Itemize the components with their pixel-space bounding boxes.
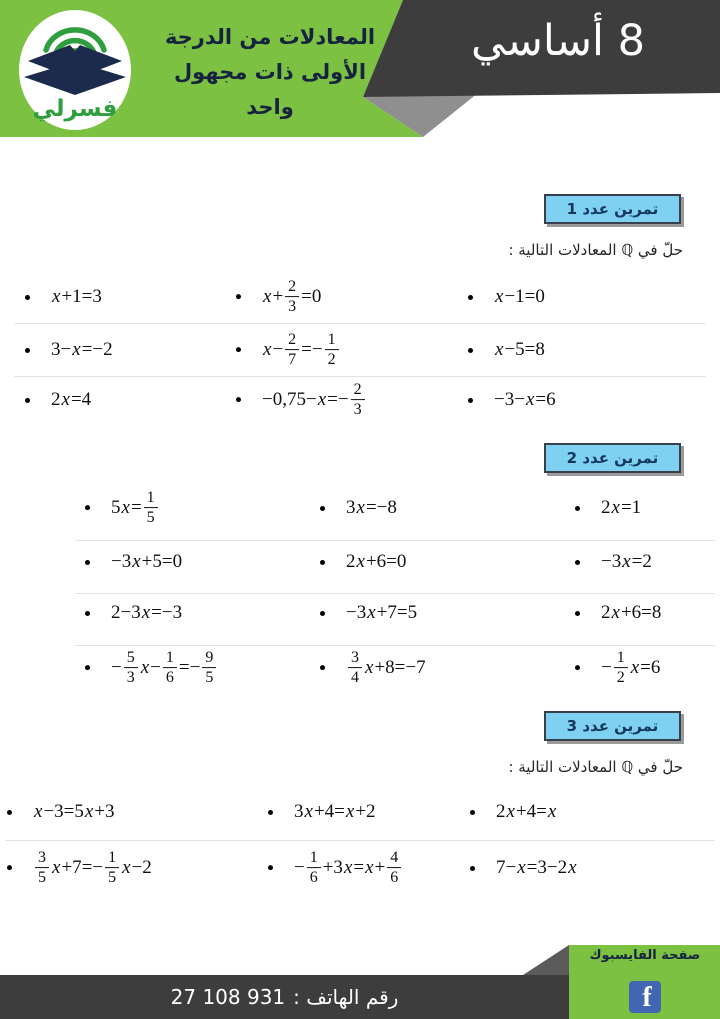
equation-item	[268, 849, 403, 887]
equation: $\frac{3}{5}$ x +7=− $\frac{1}{5}$ x −2	[33, 849, 152, 887]
equation-item	[85, 602, 182, 624]
equation-item	[575, 497, 641, 519]
fraction: $\frac{4}{6}$	[387, 849, 401, 887]
bullet-icon	[25, 295, 30, 300]
facebook-letter: f	[642, 982, 652, 1013]
equation-item	[575, 551, 652, 573]
equation-item	[470, 857, 578, 879]
title-line: المعادلات من الدرجة	[164, 25, 376, 49]
fraction: $\frac{2}{3}$	[351, 381, 365, 419]
bullet-icon	[320, 560, 325, 565]
footer-fold-shape	[523, 945, 569, 975]
fraction: $\frac{3}{4}$	[348, 649, 362, 687]
fraction: $\frac{1}{6}$	[163, 649, 177, 687]
bullet-icon	[7, 810, 12, 815]
bullet-icon	[85, 560, 90, 565]
equation-item	[236, 278, 321, 316]
equation-item	[468, 286, 545, 308]
brand-name: فسرلي	[32, 96, 118, 122]
equation: x −1=0	[495, 286, 545, 307]
equation-item	[7, 801, 115, 823]
fraction: $\frac{1}{5}$	[144, 489, 158, 527]
bullet-icon	[268, 866, 273, 871]
bullet-icon	[236, 398, 241, 403]
equation-item	[7, 849, 152, 887]
bullet-icon	[320, 666, 325, 671]
equation: x −5=8	[495, 339, 545, 360]
equation-item	[236, 381, 367, 419]
equation-item	[575, 602, 661, 624]
fraction: $\frac{2}{7}$	[285, 331, 299, 369]
equation-item	[470, 801, 557, 823]
exercise-title-badge: تمرين عدد 3	[544, 711, 681, 741]
bullet-icon	[470, 810, 475, 815]
exercise-title-badge: تمرين عدد 1	[544, 194, 681, 224]
fraction: $\frac{1}{2}$	[614, 649, 628, 687]
facebook-f-icon[interactable]	[629, 981, 661, 1013]
equation: −3 x =2	[601, 551, 652, 572]
equation: − $\frac{1}{6}$ +3 x = x + $\frac{4}{6}$	[294, 849, 403, 887]
equation: 2 x +6=0	[346, 551, 407, 572]
equation: 2 x +4= x	[496, 801, 557, 822]
equation: −3 x +7=5	[346, 602, 418, 623]
equation: x − $\frac{2}{7}$ =− $\frac{1}{2}$	[262, 331, 341, 369]
equation-item	[468, 339, 545, 361]
phone-number: 27 108 931	[170, 985, 286, 1009]
equation-item	[320, 497, 397, 519]
phone-label: رقم الهاتف :	[293, 985, 399, 1009]
bullet-icon	[268, 810, 273, 815]
equation: 7− x =3−2 x	[496, 857, 577, 878]
bullet-icon	[7, 866, 12, 871]
equation-item	[25, 286, 102, 308]
fraction: $\frac{5}{3}$	[124, 649, 138, 687]
equation-item	[25, 339, 113, 361]
bullet-icon	[320, 506, 325, 511]
grade-level: 8 أساسي	[471, 16, 645, 66]
bullet-icon	[575, 666, 580, 671]
equation: 2 x =1	[601, 497, 642, 518]
exercise-title-badge: تمرين عدد 2	[544, 443, 681, 473]
bullet-icon	[85, 506, 90, 511]
bullet-icon	[85, 611, 90, 616]
equation: x + $\frac{2}{3}$ =0	[263, 278, 322, 315]
title-line: الأولى ذات مجهول	[173, 60, 367, 84]
fraction: $\frac{1}{6}$	[307, 849, 321, 887]
equation: − $\frac{5}{3}$ x − $\frac{1}{6}$ =− $\frac{9}{5}$	[111, 649, 218, 687]
bullet-icon	[470, 866, 475, 871]
equation-item	[85, 489, 160, 527]
bullet-icon	[236, 295, 241, 300]
equation: 2−3 x =−3	[111, 602, 183, 623]
row-divider	[75, 645, 715, 646]
equation-item	[25, 389, 91, 411]
bullet-icon	[575, 560, 580, 565]
bullet-icon	[468, 348, 473, 353]
equation: −0,75− x =− $\frac{2}{3}$	[262, 381, 367, 419]
equation: x −3=5 x +3	[34, 801, 115, 822]
bullet-icon	[575, 611, 580, 616]
row-divider	[75, 540, 715, 541]
equation: 3 x +4= x +2	[294, 801, 376, 822]
equation-item	[320, 649, 426, 687]
row-divider	[14, 376, 706, 377]
bullet-icon	[85, 666, 90, 671]
row-divider	[5, 840, 715, 841]
row-divider	[14, 323, 706, 324]
equation: $\frac{3}{4}$ x +8=−7	[346, 649, 426, 687]
bullet-icon	[236, 348, 241, 353]
facebook-page-label: صفحة الفايسبوك	[589, 948, 701, 963]
equation-item	[236, 331, 341, 369]
bullet-icon	[575, 506, 580, 511]
title-line: واحد	[246, 95, 294, 119]
equation: − $\frac{1}{2}$ x =6	[601, 649, 661, 686]
worksheet-title	[142, 20, 398, 125]
bullet-icon	[25, 398, 30, 403]
brand-logo	[19, 10, 131, 130]
equation: 2 x +6=8	[601, 602, 662, 623]
equation-item	[268, 801, 376, 823]
fraction: $\frac{9}{5}$	[202, 649, 216, 687]
exercise-instruction: حلّ في ℚ المعادلات التالية :	[508, 758, 683, 776]
equation: 3− x =−2	[51, 339, 113, 360]
exercise-instruction: حلّ في ℚ المعادلات التالية :	[508, 241, 683, 259]
fraction: $\frac{3}{5}$	[35, 849, 49, 887]
equation-item	[575, 649, 660, 687]
bullet-icon	[468, 295, 473, 300]
equation-item	[85, 649, 218, 687]
equation-item	[320, 551, 406, 573]
equation: −3 x +5=0	[111, 551, 183, 572]
fraction: $\frac{1}{2}$	[325, 331, 339, 369]
row-divider	[75, 593, 715, 594]
equation-item	[85, 551, 182, 573]
equation-item	[320, 602, 417, 624]
equation-item	[468, 389, 556, 411]
bullet-icon	[320, 611, 325, 616]
bullet-icon	[25, 348, 30, 353]
equation: 5 x = $\frac{1}{5}$	[111, 489, 160, 527]
fraction: $\frac{2}{3}$	[285, 278, 299, 316]
equation: x +1=3	[52, 286, 102, 307]
equation: 2 x =4	[51, 389, 92, 410]
equation: 3 x =−8	[346, 497, 397, 518]
phone-number-bar	[0, 975, 569, 1019]
bullet-icon	[468, 398, 473, 403]
fraction: $\frac{1}{5}$	[105, 849, 119, 887]
equation: −3− x =6	[494, 389, 556, 410]
